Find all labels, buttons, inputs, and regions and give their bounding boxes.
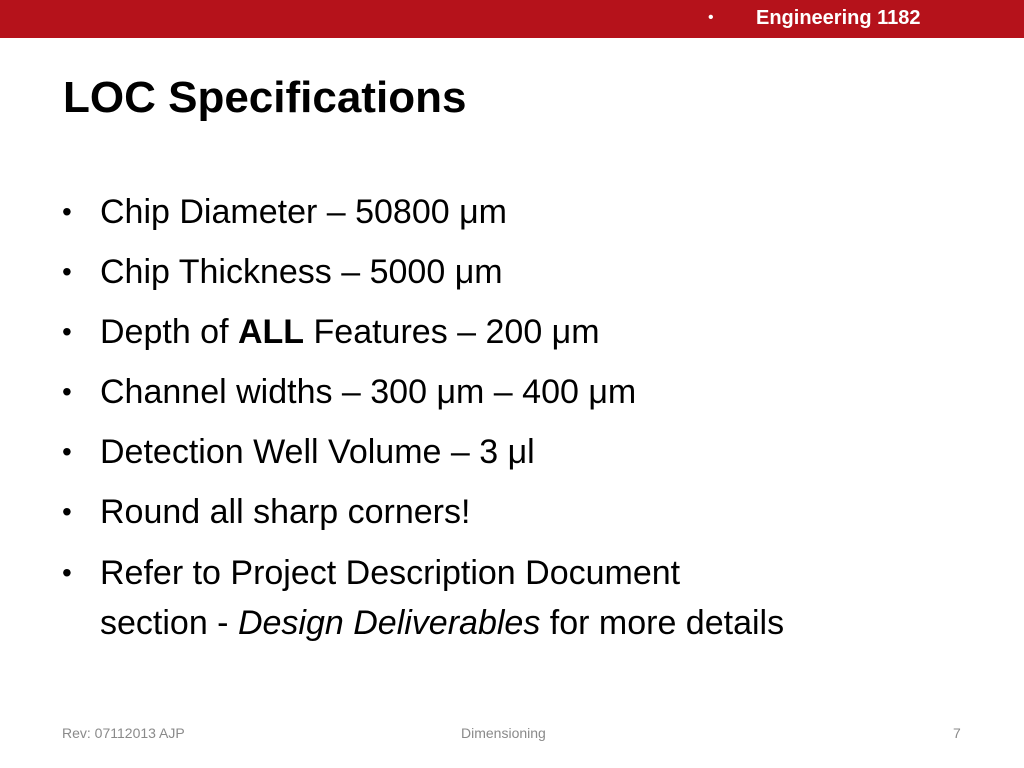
bullet-dot: •: [62, 376, 72, 407]
bullet-dot: •: [62, 557, 72, 588]
bullet-channel-widths: [60, 370, 1000, 414]
header-bar: [0, 0, 1024, 38]
bullet-text-prefix: Depth of: [100, 313, 238, 351]
bullet-text-italic: Design Deliverables: [237, 604, 541, 642]
bullet-dot: •: [62, 436, 72, 467]
header-bullet: •: [708, 9, 714, 26]
footer-revision: Rev: 07112013 AJP: [62, 725, 185, 741]
bullet-dot: •: [62, 316, 72, 347]
specifications-list: [60, 190, 1000, 664]
footer-topic: Dimensioning: [461, 725, 546, 741]
bullet-text-line2-prefix: section -: [100, 604, 238, 642]
bullet-text: Channel widths – 300 μm – 400 μm: [100, 373, 637, 411]
bullet-text-emphasis: ALL: [237, 313, 305, 351]
page-number: 7: [953, 725, 961, 741]
bullet-text: Detection Well Volume – 3 μl: [100, 433, 535, 471]
bullet-feature-depth: [60, 310, 1000, 354]
bullet-dot: •: [62, 196, 72, 227]
bullet-text-suffix: Features – 200 μm: [304, 313, 600, 351]
bullet-text-line2-suffix: for more details: [540, 604, 785, 642]
bullet-chip-diameter: [60, 190, 1000, 234]
bullet-refer-document: [60, 548, 1000, 648]
bullet-text: Chip Diameter – 50800 μm: [100, 193, 508, 231]
bullet-text: Round all sharp corners!: [100, 493, 471, 531]
bullet-round-corners: [60, 490, 1000, 534]
slide-title: LOC Specifications: [63, 73, 467, 122]
bullet-well-volume: [60, 430, 1000, 474]
bullet-chip-thickness: [60, 250, 1000, 294]
bullet-dot: •: [62, 496, 72, 527]
course-title: Engineering 1182: [756, 7, 921, 29]
bullet-dot: •: [62, 256, 72, 287]
bullet-text: Chip Thickness – 5000 μm: [100, 253, 503, 291]
bullet-text-line1: Refer to Project Description Document: [100, 554, 681, 592]
